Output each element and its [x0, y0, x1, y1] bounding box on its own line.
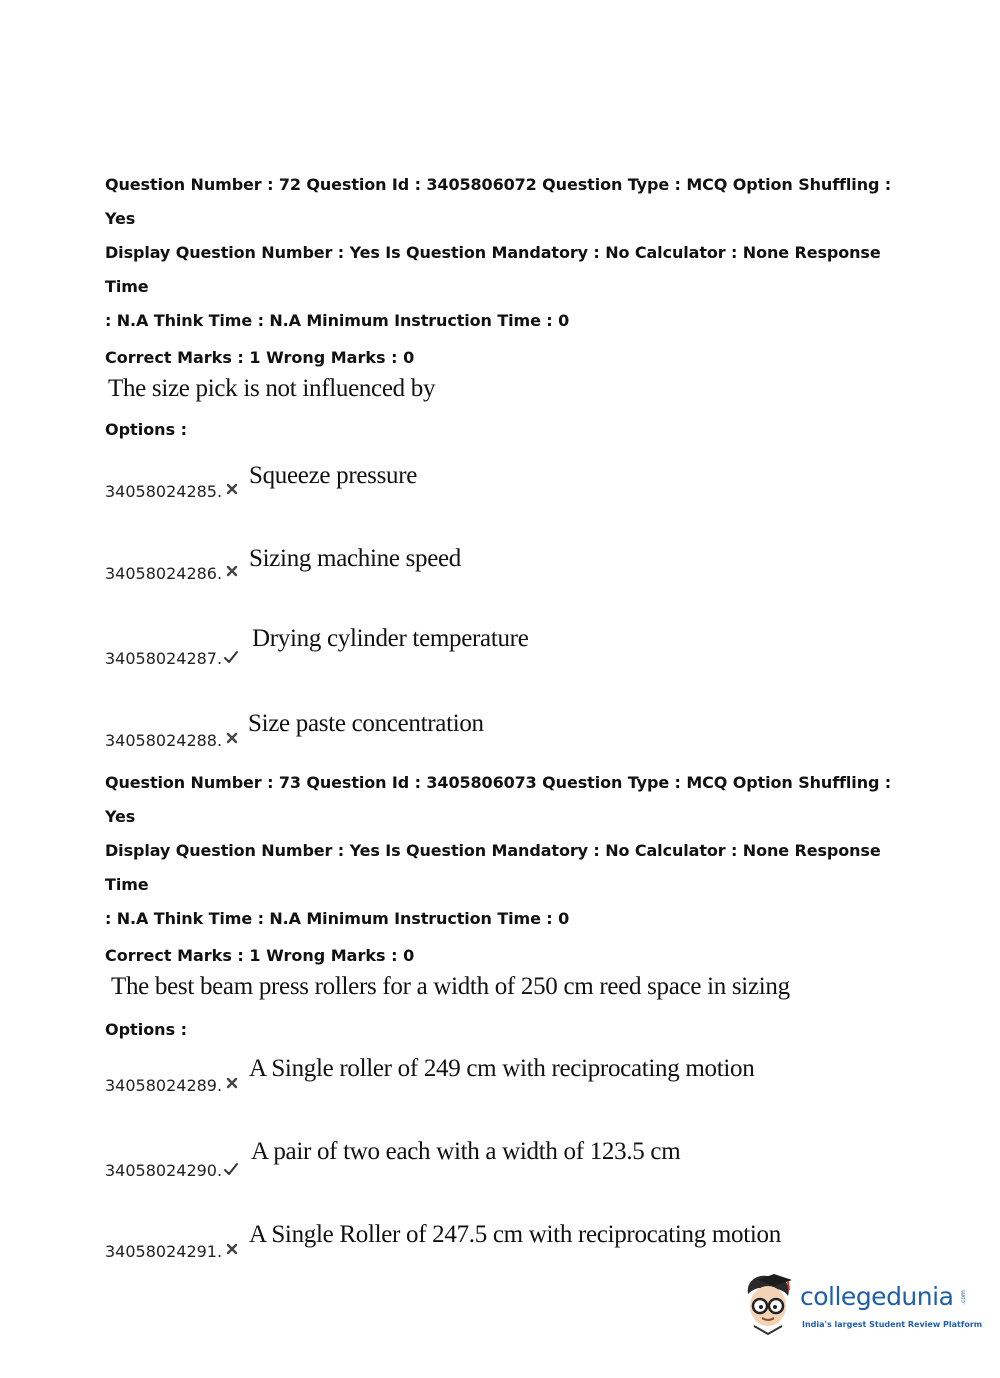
question-meta-line: Display Question Number : Yes Is Question Mandatory : No Calculator : None Response Time: [105, 243, 881, 296]
option-text: A Single Roller of 247.5 cm with reciprocating motion: [249, 1221, 781, 1248]
option-text: Sizing machine speed: [249, 545, 461, 572]
option-text: Drying cylinder temperature: [252, 625, 529, 652]
mascot-icon: [740, 1272, 796, 1338]
question-text: The size pick is not influenced by: [108, 375, 436, 402]
option-id: 34058024288.: [105, 731, 223, 750]
options-label: Options :: [105, 1020, 188, 1039]
option-item: [105, 444, 925, 526]
question-meta-line: : N.A Think Time : N.A Minimum Instruction Time : 0: [105, 909, 570, 928]
cross-icon: [225, 564, 239, 578]
option-text: Size paste concentration: [248, 710, 484, 737]
question-meta-line: : N.A Think Time : N.A Minimum Instruction Time : 0: [105, 311, 570, 330]
option-item: [105, 608, 925, 692]
cross-icon: [225, 1242, 239, 1256]
option-item: [105, 692, 925, 752]
option-text: A pair of two each with a width of 123.5 cm: [251, 1138, 681, 1165]
option-item: [105, 526, 925, 608]
option-item: [105, 1042, 925, 1124]
options-label: Options :: [105, 420, 188, 439]
question-meta-line: Display Question Number : Yes Is Question Mandatory : No Calculator : None Response Time: [105, 841, 881, 894]
option-id: 34058024290.: [105, 1161, 223, 1180]
option-id: 34058024291.: [105, 1242, 223, 1261]
option-text: A Single roller of 249 cm with reciprocating motion: [249, 1055, 755, 1082]
logo-tagline: India's largest Student Review Platform: [802, 1320, 983, 1329]
question-73: [105, 766, 925, 1266]
question-meta-line: Question Number : 72 Question Id : 3405806072 Question Type : MCQ Option Shuffling : Yes: [105, 175, 892, 228]
cross-icon: [225, 1076, 239, 1090]
option-id: 34058024286.: [105, 564, 223, 583]
collegedunia-logo[interactable]: [740, 1272, 983, 1342]
option-item: [105, 1124, 925, 1206]
option-id: 34058024287.: [105, 649, 223, 668]
cross-icon: [225, 482, 239, 496]
option-id: 34058024285.: [105, 482, 223, 501]
cross-icon: [225, 731, 239, 745]
question-marks: Correct Marks : 1 Wrong Marks : 0: [105, 348, 415, 367]
question-meta-line: Question Number : 73 Question Id : 3405806073 Question Type : MCQ Option Shuffling : Yes: [105, 773, 892, 826]
check-icon: [223, 649, 239, 665]
option-item: [105, 1206, 925, 1266]
question-72: [105, 168, 925, 752]
option-id: 34058024289.: [105, 1076, 223, 1095]
logo-suffix: .com: [959, 1290, 967, 1305]
logo-name: collegedunia: [800, 1282, 954, 1311]
option-text: Squeeze pressure: [249, 462, 418, 489]
check-icon: [223, 1161, 239, 1177]
question-text: The best beam press rollers for a width of 250 cm reed space in sizing: [111, 973, 790, 1000]
question-marks: Correct Marks : 1 Wrong Marks : 0: [105, 946, 415, 965]
